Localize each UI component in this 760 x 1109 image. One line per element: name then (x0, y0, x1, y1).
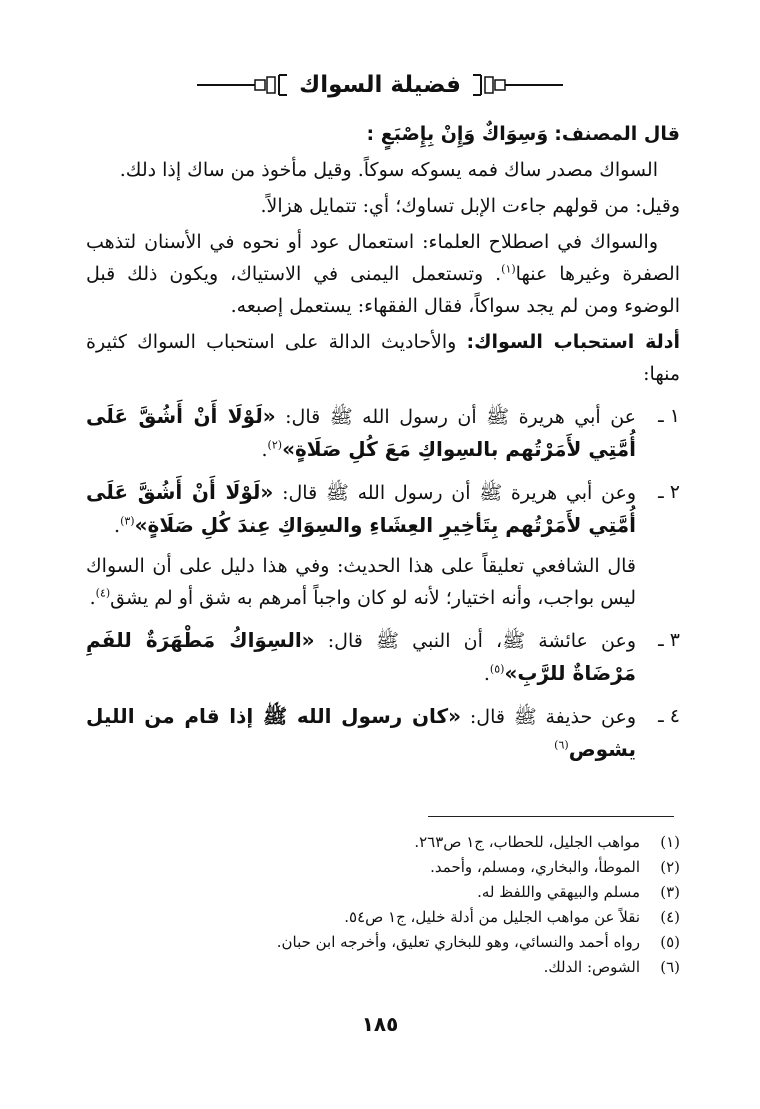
main-text (86, 118, 680, 770)
hadith-item-4: ٤ ـ وعن حذيفة ﷺ قال: «كان رسول الله ﷺ إذا قام من الليل يشوص$^{(٦)}$ (86, 700, 680, 766)
footnote: (١) مواهب الجليل، للحطاب، ج١ ص٢٦٣. (414, 833, 680, 851)
page-number: ١٨٥ (361, 1012, 399, 1036)
item-number: ٤ ـ (658, 705, 680, 727)
alternate-definition: وقيل: من قولهم جاءت الإبل تساوك؛ أي: تتمايل هزالاً. (260, 195, 680, 217)
footnote-ref-1: (١) (501, 262, 516, 276)
technical-definition: والسواك في اصطلاح العلماء: استعمال عود أو نحوه في الأسنان لتذهب الصفرة وغيرها عنها$^{(١)}$. وتستعمل اليمنى في الاستياك، ويكون ذلك قبل الوضوء ومن لم يجد سواكاً، فقال الفقهاء: يستعمل إصبعه. (86, 231, 680, 317)
footnotes (86, 830, 680, 980)
definition-paragraph: السواك مصدر ساك فمه يسوكه سوكاً. وقيل مأخوذ من ساك إذا دلك. (119, 159, 658, 181)
left-ornament (197, 74, 289, 96)
author-quote: وَسِوَاكٌ وَإِنْ بِإِصْبَعٍ : (366, 123, 549, 145)
item-number: ٣ ـ (658, 629, 680, 651)
hadith-text: «كان رسول الله ﷺ إذا قام من الليل يشوص (86, 704, 636, 761)
hadith-item-1: ١ ـ عن أبي هريرة ﷺ أن رسول الله ﷺ قال: «لَوْلَا أَنْ أَشُقَّ عَلَى أُمَّتِي لأَمَرْتُهم بالسِواكِ مَعَ كُلِ صَلَاةٍ»$^{(٢)}$. (86, 400, 680, 466)
author-statement (86, 118, 680, 150)
chapter-header (0, 72, 760, 98)
hadith-item-3: ٣ ـ وعن عائشة ﷺ، أن النبي ﷺ قال: «السِوَاكُ مَطْهَرَةٌ للفَمِ مَرْضَاةٌ للرَّبِ»$^{(٥)}$. (86, 624, 680, 690)
chapter-title: فضيلة السواك (299, 72, 461, 98)
footnote-ref-2: (٢) (267, 438, 283, 452)
shafii-comment: قال الشافعي تعليقاً على هذا الحديث: وفي هذا دليل على أن السواك ليس بواجب، وأنه اختيار؛ لأنه لو كان واجباً أمرهم به شق أو لم يشق$^{(٤)}$. (86, 555, 636, 609)
evidence-intro: أدلة استحباب السواك: والأحاديث الدالة على استحباب السواك كثيرة منها: (86, 331, 680, 385)
footnote-ref-3: (٣) (120, 514, 135, 528)
footnote: (٦) الشوص: الدلك. (543, 958, 680, 976)
evidence-label: أدلة استحباب السواك: (466, 331, 680, 353)
hadith-text: «لَوْلَا أَنْ أَشُقَّ عَلَى أُمَّتِي لأَمَرْتُهم بالسِواكِ مَعَ كُلِ صَلَاةٍ» (86, 404, 636, 461)
item-number: ١ ـ (658, 405, 680, 427)
hadith-text: «لَوْلَا أَنْ أَشُقَّ عَلَى أُمَّتِي لأَمَرْتُهم بِتَأخِيرِ العِشَاءِ والسِوَاكِ عِندَ كُلِ صَلَاةٍ» (86, 480, 636, 537)
hadith-text: «السِوَاكُ مَطْهَرَةٌ للفَمِ مَرْضَاةٌ للرَّبِ» (86, 628, 636, 685)
footnote-divider (428, 816, 674, 817)
footnote-ref-4: (٤) (95, 586, 111, 600)
author-label: قال المصنف: (554, 123, 680, 145)
footnote-ref-6: (٦) (554, 738, 569, 752)
footnote: (٢) الموطأ، والبخاري، ومسلم، وأحمد. (430, 858, 680, 876)
item-number: ٢ ـ (658, 481, 680, 503)
footnote: (٥) رواه أحمد والنسائي، وهو للبخاري تعليق، وأخرجه ابن حبان. (276, 933, 680, 951)
right-ornament (471, 74, 563, 96)
hadith-item-2: ٢ ـ وعن أبي هريرة ﷺ أن رسول الله ﷺ قال: «لَوْلَا أَنْ أَشُقَّ عَلَى أُمَّتِي لأَمَرْتُهم بِتَأخِيرِ العِشَاءِ والسِوَاكِ عِندَ كُلِ صَلَاةٍ»$^{(٣)}$. (86, 476, 680, 542)
footnote: (٤) نقلاً عن مواهب الجليل من أدلة خليل، ج١ ص٥٤. (344, 908, 680, 926)
footnote: (٣) مسلم والبيهقي واللفظ له. (477, 883, 680, 901)
footnote-ref-5: (٥) (489, 662, 505, 676)
